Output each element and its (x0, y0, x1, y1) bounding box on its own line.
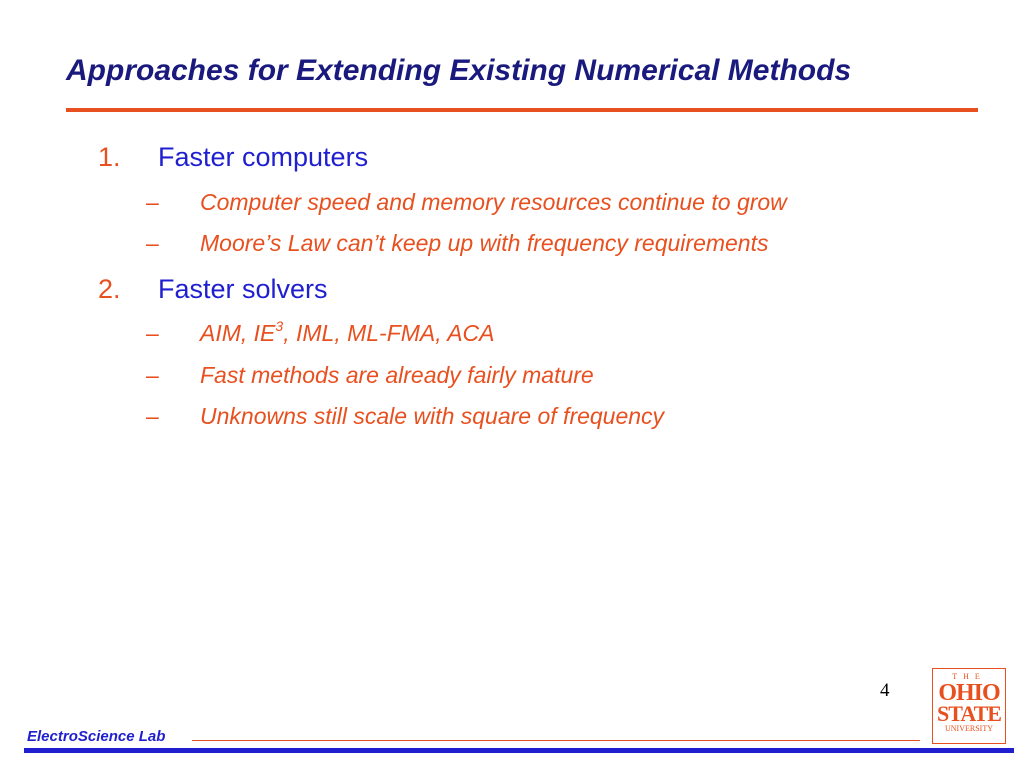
footer-lab-name: ElectroScience Lab (27, 728, 166, 745)
dash-bullet: – (146, 320, 159, 346)
dash-bullet: – (146, 362, 159, 388)
superscript: 3 (275, 318, 284, 334)
sub-item-text-post: , IML, ML-FMA, ACA (283, 320, 495, 346)
title-underline (66, 108, 978, 112)
page-number: 4 (880, 680, 890, 701)
slide-title: Approaches for Extending Existing Numerical Methods (66, 54, 852, 87)
item-label: Faster solvers (158, 274, 328, 304)
logo-ohio: OHIO (938, 680, 1000, 706)
item-label: Faster computers (158, 142, 369, 172)
logo-state: STATE (937, 701, 1001, 726)
dash-bullet: – (146, 403, 159, 429)
logo-the: THE (952, 672, 986, 681)
dash-bullet: – (146, 189, 159, 215)
item-number: 2. (98, 274, 121, 304)
sub-item-text: Unknowns still scale with square of frequency (200, 403, 665, 429)
ohio-state-logo (932, 668, 1006, 744)
footer-bottom-bar (24, 748, 1014, 753)
footer-rule (192, 740, 920, 741)
item-number: 1. (98, 142, 121, 172)
sub-item-text: Fast methods are already fairly mature (200, 362, 594, 388)
sub-item-text: Moore’s Law can’t keep up with frequency requirements (200, 230, 769, 256)
sub-item-text: Computer speed and memory resources continue to grow (200, 189, 787, 215)
logo-university: UNIVERSITY (945, 724, 993, 733)
sub-item-text (200, 320, 494, 347)
dash-bullet: – (146, 230, 159, 256)
sub-item-text-pre: AIM, IE (200, 320, 276, 346)
